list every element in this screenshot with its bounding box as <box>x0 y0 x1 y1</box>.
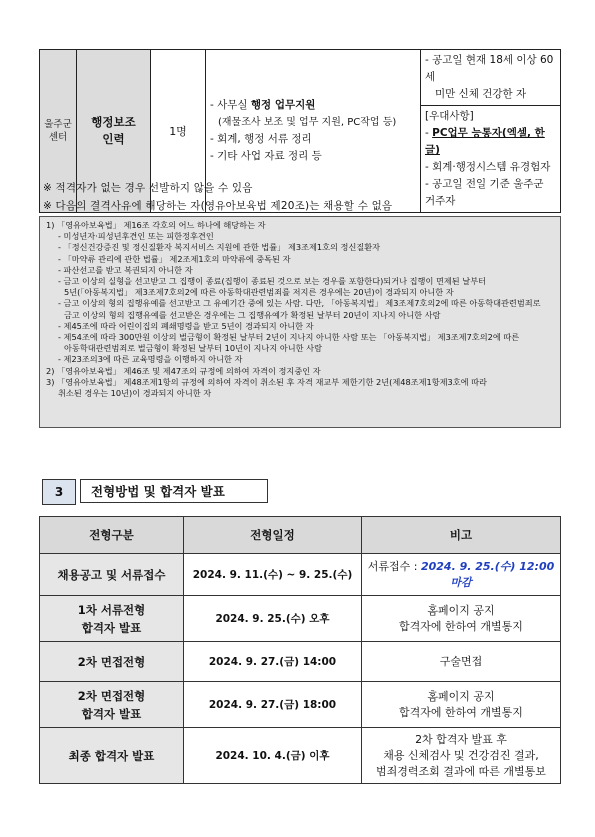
duty-bold: 행정 업무지원 <box>250 99 316 111</box>
stage-label: 합격자 발표 <box>81 620 142 635</box>
header-date: 전형일정 <box>184 517 362 554</box>
section-title: 전형방법 및 합격자 발표 <box>80 479 268 503</box>
note-line: 홈페이지 공지 <box>427 603 495 617</box>
note-line: 합격자에 한하여 개별통지 <box>399 619 523 633</box>
disqualification-box <box>39 216 561 428</box>
disq-line: - 파산선고를 받고 복권되지 아니한 자 <box>58 264 193 275</box>
disq-line: 취소된 경우는 10년)이 경과되지 아니한 자 <box>58 388 212 399</box>
date-cell: 2024. 9. 27.(금) 18:00 <box>184 682 362 728</box>
preferred-line: - 회계·행정시스템 유경험자 <box>425 161 551 173</box>
stage-label: 2차 면접전형 <box>77 688 146 703</box>
preferred-prefix: - <box>425 127 433 139</box>
table-row <box>40 596 561 642</box>
disq-line: - 미성년자·피성년후견인 또는 피한정후견인 <box>58 231 214 242</box>
table-row <box>40 554 561 596</box>
schedule-table <box>39 516 561 784</box>
duty-line: - 기타 사업 자료 정리 등 <box>210 150 322 162</box>
disq-line: 2) 「영유아보육법」 제46조 및 제47조의 규정에 의하여 자격이 정지중인 자 <box>46 365 321 376</box>
disq-line: - 제54조에 따라 300만원 이상의 벌금형이 확정된 날부터 2년이 지나지 아니한 사람 또는 「아동복지법」 제3조제7호의2에 따른 <box>58 332 520 343</box>
header-note: 비고 <box>362 517 561 554</box>
note-line: 구술면접 <box>439 654 483 668</box>
disq-line: 아동학대관련범죄로 벌금형이 확정된 날부터 10년이 지나지 아니한 사람 <box>64 343 323 354</box>
note-line: 홈페이지 공지 <box>427 689 495 703</box>
stage-label: 합격자 발표 <box>81 706 142 721</box>
table-row <box>40 728 561 784</box>
table-row <box>40 642 561 682</box>
qualification-line: 미만 신체 건강한 자 <box>435 88 527 100</box>
note-line: 합격자에 한하여 개별통지 <box>399 705 523 719</box>
preferred-bold: PC업무 능통자(엑셀, 한글) <box>425 127 545 156</box>
disq-line: 3) 「영유아보육법」 제48조제1항의 규정에 의하여 자격이 취소된 후 자격 재교부 제한기한 2년(제48조제1항제3호에 따라 <box>46 376 487 387</box>
disq-line: - 「마약류 관리에 관한 법률」 제2조제1호의 마약류에 중독된 자 <box>58 253 291 264</box>
disq-line: 5년(「아동복지법」 제3조제7호의2에 따른 아동학대관련범죄를 저지른 경우에는 20년)이 경과되지 아니한 자 <box>64 287 454 298</box>
note-line: 채용 신체검사 및 건강검진 결과, <box>383 748 539 762</box>
disq-line: 금고 이상의 형의 집행유예를 선고받은 경우에는 그 집행유예가 확정된 날부터 20년이 지나지 아니한 사람 <box>64 309 441 320</box>
stage-label: 채용공고 및 서류접수 <box>57 567 166 582</box>
date-cell: 2024. 9. 27.(금) 14:00 <box>184 642 362 682</box>
preferred-title: [우대사항] <box>425 110 474 122</box>
disq-line: 1) 「영유아보육법」 제16조 각호의 어느 하나에 해당하는 자 <box>46 220 266 230</box>
date-cell: 2024. 9. 25.(수) 오후 <box>184 596 362 642</box>
disq-line: - 금고 이상의 실형을 선고받고 그 집행이 종료(집행이 종료된 것으로 보는 경우를 포함한다)되거나 집행이 면제된 날부터 <box>58 276 487 287</box>
qualification-cell <box>421 50 561 106</box>
disq-line: - 금고 이상의 형의 집행유예를 선고받고 그 유예기간 중에 있는 사람. 다만, 「아동복지법」 제3조제7호의2에 따른 아동학대관련범죄로 <box>58 298 541 309</box>
deadline-highlight: 2024. 9. 25.(수) 12:00 마감 <box>420 559 555 589</box>
disq-line: - 제23조의3에 따른 교육명령을 이행하지 아니한 자 <box>58 354 243 365</box>
position-line: 행정보조 <box>91 115 136 129</box>
qualification-line: - 공고일 현재 18세 이상 60세 <box>425 54 554 83</box>
count-cell: 1명 <box>151 50 206 213</box>
disq-line: - 제45조에 따라 어린이집의 폐쇄명령을 받고 5년이 경과되지 아니한 자 <box>58 320 314 331</box>
duty-line: (재물조사 보조 및 업무 지원, PC작업 등) <box>218 117 397 128</box>
note-line: 2차 합격자 발표 후 <box>415 732 507 746</box>
stage-label: 2차 면접전형 <box>77 654 146 669</box>
table-row <box>40 682 561 728</box>
note-line: ※ 다음의 결격사유에 해당하는 자(영유아보육법 제20조)는 채용할 수 없음 <box>43 200 393 212</box>
preferred-line: - 공고일 전일 기준 울주군 거주자 <box>425 178 544 207</box>
header-stage: 전형구분 <box>40 517 184 554</box>
duty-prefix: - 사무실 <box>210 99 251 111</box>
position-line: 인력 <box>102 132 125 146</box>
note-line: 범죄경력조회 결과에 따른 개별통보 <box>376 764 546 778</box>
stage-label: 1차 서류전형 <box>77 602 146 617</box>
section-number: 3 <box>42 479 76 505</box>
preferred-cell <box>421 106 561 213</box>
org-line: 센터 <box>48 132 68 143</box>
date-cell: 2024. 9. 11.(수) ~ 9. 25.(수) <box>184 554 362 596</box>
stage-label: 최종 합격자 발표 <box>68 748 155 763</box>
note-line: ※ 적격자가 없는 경우 선발하지 않을 수 있음 <box>43 182 253 194</box>
note-prefix: 서류접수 : <box>367 559 421 573</box>
org-line: 울주군 <box>44 119 72 130</box>
disq-line: - 「정신건강증진 및 정신질환자 복지서비스 지원에 관한 법률」 제3조제1호의 정신질환자 <box>58 242 381 253</box>
duty-line: - 회계, 행정 서류 정리 <box>210 133 312 145</box>
date-cell: 2024. 10. 4.(금) 이후 <box>184 728 362 784</box>
